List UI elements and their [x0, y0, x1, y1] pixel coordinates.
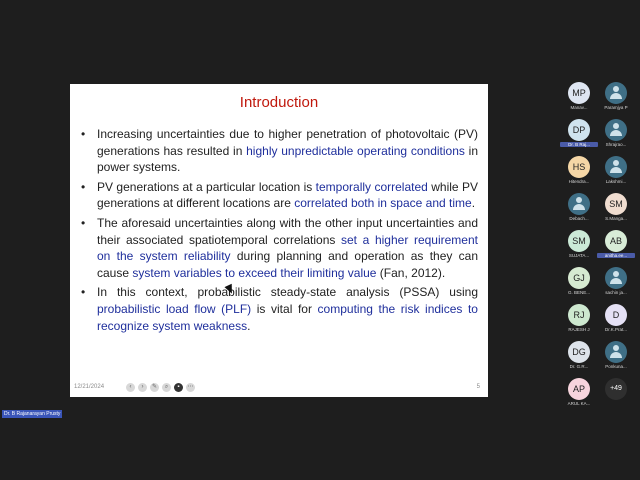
participant-tile[interactable]: [562, 341, 596, 377]
participant-name: Lakshmi...: [605, 179, 627, 184]
bullet-text: while PV generations at different locations are: [97, 179, 478, 211]
user-avatar-icon: [605, 82, 627, 104]
participant-name: G. BENE...: [567, 290, 590, 295]
highlighted-text: set a higher requirement on the system reliability: [97, 232, 478, 264]
participant-name: Dr.K.Prat...: [604, 327, 627, 332]
user-avatar-icon: [605, 156, 627, 178]
participant-tile[interactable]: [562, 156, 596, 192]
participant-name: anitha.ee...: [597, 253, 635, 258]
participant-name: Dr. B Raj...: [560, 142, 598, 147]
participant-name: Ponkuna...: [605, 364, 627, 369]
more-participants-count: +49: [605, 378, 627, 400]
participant-avatar: RJ: [568, 304, 590, 326]
participant-name: ARUL KA...: [567, 401, 591, 406]
participant-tile[interactable]: [562, 378, 596, 414]
highlighted-text: probabilistic load flow (PLF): [97, 301, 252, 316]
user-avatar-icon: [605, 267, 627, 289]
participant-avatar: HS: [568, 156, 590, 178]
participant-avatar: DP: [568, 119, 590, 141]
participant-avatar: SM: [605, 193, 627, 215]
camera-icon[interactable]: ▪: [174, 383, 183, 392]
slide-back-icon[interactable]: ‹: [126, 383, 135, 392]
zoom-icon[interactable]: ⌕: [162, 383, 171, 392]
bullet-item: [79, 215, 478, 281]
bullet-dot: •: [81, 179, 86, 194]
bullet-text: The aforesaid uncertainties along with the other input uncertainties and their associated spatiotemporal correlations: [97, 215, 478, 247]
participant-avatar: AB: [605, 230, 627, 252]
participant-avatar: AP: [568, 378, 590, 400]
highlighted-text: temporally correlated: [315, 179, 428, 194]
participant-tile[interactable]: [599, 304, 633, 340]
participant-name: Shrajrao...: [605, 142, 627, 147]
presenter-label: Dr. B Rajanarayan Prusty: [4, 411, 61, 417]
slide-footer: [74, 383, 484, 395]
more-icon[interactable]: ⋯: [187, 384, 194, 390]
bullet-text: during planning and operation as they can cause: [97, 249, 479, 280]
bullet-item: [79, 126, 478, 176]
more-participants-button[interactable]: [599, 378, 633, 414]
slide-forward-icon[interactable]: ›: [138, 383, 147, 392]
participant-avatar: DG: [568, 341, 590, 363]
bullet-text: In this context, probabilistic steady-state analysis (PSSA) using: [97, 285, 478, 300]
bullet-text: is vital for: [251, 301, 318, 316]
user-avatar-icon: [568, 193, 590, 215]
participant-tile[interactable]: [599, 156, 633, 192]
bullet-item: [79, 284, 478, 334]
bullet-dot: •: [81, 127, 86, 141]
bullet-text: PV generations at a particular location is: [97, 179, 316, 194]
participant-tile[interactable]: [599, 230, 633, 266]
bullet-dot: •: [81, 215, 86, 230]
participant-tile[interactable]: [599, 341, 633, 377]
pen-icon[interactable]: ✎: [151, 384, 158, 390]
participant-name: Paramjya P: [604, 105, 628, 110]
participant-avatar: GJ: [568, 267, 590, 289]
participant-tile[interactable]: [562, 119, 596, 155]
participant-tile[interactable]: [599, 82, 633, 118]
participant-name: Dr. G.R...: [569, 364, 589, 369]
bullet-text: .: [247, 318, 251, 333]
participant-tile[interactable]: [562, 230, 596, 266]
participant-tile[interactable]: [599, 267, 633, 303]
presentation-slide: [70, 84, 488, 397]
user-avatar-icon: [605, 341, 627, 363]
participant-tile[interactable]: [562, 304, 596, 340]
slide-title: Introduction: [239, 94, 319, 111]
slide-date: 12/21/2024: [74, 384, 105, 390]
participant-tile[interactable]: [599, 193, 633, 229]
bullet-text: .: [471, 196, 476, 211]
slide-page-number: 5: [476, 384, 480, 390]
participant-name: sachin ja...: [605, 290, 627, 295]
highlighted-text: correlated both in space and time: [294, 196, 472, 211]
highlighted-text: computing the risk indices to recognize system weakness: [97, 301, 478, 333]
participant-tile[interactable]: [562, 82, 596, 118]
participant-tile[interactable]: [599, 119, 633, 155]
participant-name: Manav...: [570, 105, 588, 110]
participant-name: Debach...: [569, 216, 589, 221]
bullet-text: (Fan, 2012).: [376, 265, 446, 280]
bullet-text: in power systems.: [97, 143, 478, 175]
participant-name: Hitendra...: [568, 179, 590, 184]
participant-name: S.Manga...: [605, 216, 627, 221]
bullet-item: [79, 179, 478, 212]
participant-avatar: D: [605, 304, 627, 326]
bullet-list: [79, 126, 478, 337]
participant-name: RAJESH J: [568, 327, 590, 332]
participant-name: SUJATA...: [568, 253, 590, 258]
participant-tile[interactable]: [562, 267, 596, 303]
bullet-text: Increasing uncertainties due to higher penetration of photovoltaic (PV) generations has resulted in: [97, 127, 478, 158]
user-avatar-icon: [605, 119, 627, 141]
participant-avatar: MP: [568, 82, 590, 104]
highlighted-text: system variables to exceed their limiting value: [132, 265, 377, 280]
highlighted-text: highly unpredictable operating conditions: [246, 143, 465, 158]
bullet-dot: •: [81, 285, 86, 300]
participant-tile[interactable]: [562, 193, 596, 229]
participant-avatar: SM: [568, 230, 590, 252]
